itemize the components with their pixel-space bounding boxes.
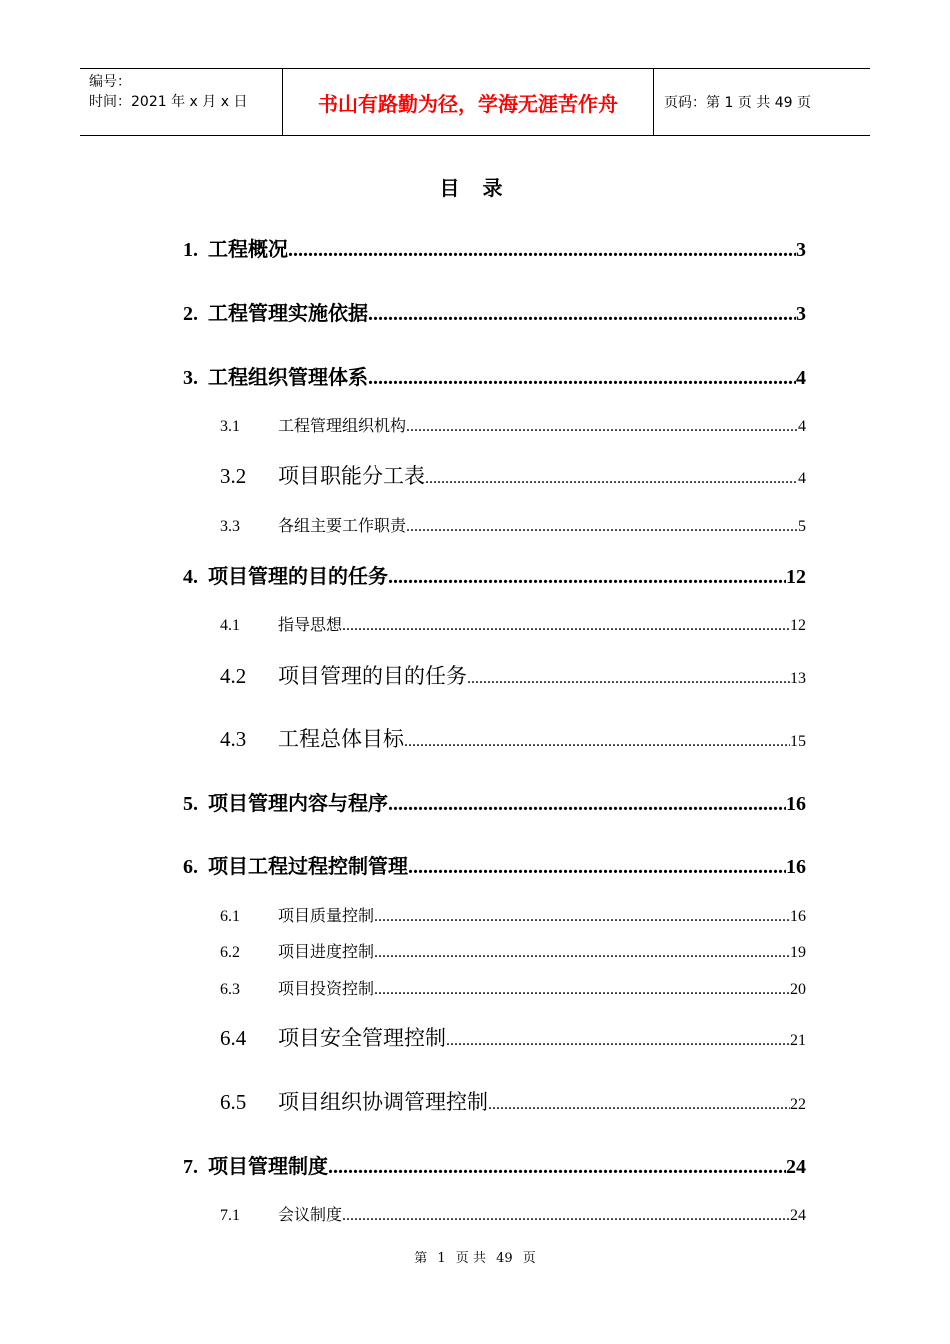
toc-subentry[interactable] bbox=[220, 513, 806, 536]
toc-page: 16 bbox=[790, 908, 806, 925]
toc-label: 工程管理组织机构 bbox=[278, 416, 407, 435]
toc-page: 12 bbox=[786, 566, 806, 588]
footer-page: 1 bbox=[437, 1251, 446, 1266]
toc-leader bbox=[368, 367, 796, 390]
toc-leader bbox=[374, 908, 790, 926]
toc-page: 16 bbox=[786, 856, 806, 878]
toc-page: 4 bbox=[796, 367, 806, 389]
toc-entry[interactable] bbox=[183, 560, 806, 589]
toc-label: 工程概况 bbox=[208, 237, 288, 261]
toc-subentry[interactable] bbox=[220, 723, 806, 753]
toc-number: 7.1 bbox=[220, 1207, 240, 1224]
toc-leader bbox=[388, 793, 786, 816]
toc-number: 1. bbox=[183, 239, 198, 261]
toc-page: 4 bbox=[798, 418, 806, 435]
toc-page: 19 bbox=[790, 944, 806, 961]
toc-leader bbox=[368, 303, 796, 326]
toc-leader bbox=[446, 1032, 790, 1050]
toc-page: 4 bbox=[798, 470, 806, 487]
header-time: 时间：2021 年 x 月 x 日 bbox=[89, 94, 248, 110]
toc-number: 4. bbox=[183, 566, 198, 588]
toc-label: 项目管理的目的任务 bbox=[278, 664, 467, 688]
toc-number: 6.2 bbox=[220, 944, 240, 961]
toc-label: 项目管理制度 bbox=[208, 1154, 328, 1178]
toc-label: 工程管理实施依据 bbox=[208, 301, 368, 325]
toc-number: 3.2 bbox=[220, 464, 247, 488]
toc-leader bbox=[374, 981, 790, 999]
toc-leader bbox=[408, 856, 786, 879]
toc-number: 6.5 bbox=[220, 1090, 247, 1114]
toc-leader bbox=[342, 1207, 790, 1225]
toc-entry[interactable] bbox=[183, 361, 806, 390]
toc-page: 22 bbox=[790, 1096, 806, 1113]
toc-leader bbox=[328, 1156, 786, 1179]
toc-label: 工程总体目标 bbox=[278, 727, 404, 751]
toc-page: 13 bbox=[790, 670, 806, 687]
toc-label: 项目安全管理控制 bbox=[278, 1026, 446, 1050]
toc-label: 项目质量控制 bbox=[278, 906, 375, 925]
toc-number: 7. bbox=[183, 1156, 198, 1178]
toc-label: 项目管理内容与程序 bbox=[208, 791, 388, 815]
header-page-info: 页码：第 1 页 共 49 页 bbox=[664, 95, 811, 111]
header-slogan-cell bbox=[282, 69, 654, 135]
toc-leader bbox=[404, 733, 790, 751]
toc-number: 6.4 bbox=[220, 1026, 247, 1050]
toc-number: 6. bbox=[183, 856, 198, 878]
toc-leader bbox=[488, 1096, 790, 1114]
toc-number: 3. bbox=[183, 367, 198, 389]
toc-label: 会议制度 bbox=[278, 1205, 343, 1224]
header-meta bbox=[80, 69, 282, 135]
toc-page: 15 bbox=[790, 733, 806, 750]
toc-label: 工程组织管理体系 bbox=[208, 365, 368, 389]
toc-subentry[interactable] bbox=[220, 1202, 806, 1225]
toc-number: 2. bbox=[183, 303, 198, 325]
header-number: 编号： bbox=[89, 74, 131, 90]
toc-label: 项目进度控制 bbox=[278, 942, 375, 961]
toc-label: 项目投资控制 bbox=[278, 979, 375, 998]
toc-page: 21 bbox=[790, 1032, 806, 1049]
toc-title: 目 录 bbox=[439, 176, 511, 200]
toc-label: 指导思想 bbox=[278, 615, 343, 634]
toc-number: 4.2 bbox=[220, 664, 247, 688]
toc-entry[interactable] bbox=[183, 787, 806, 816]
toc-page: 24 bbox=[786, 1156, 806, 1178]
toc-entry[interactable] bbox=[183, 297, 806, 326]
toc-leader bbox=[467, 670, 790, 688]
toc-page: 24 bbox=[790, 1207, 806, 1224]
toc-number: 3.1 bbox=[220, 418, 240, 435]
toc-entry[interactable] bbox=[183, 1150, 806, 1179]
toc-page: 12 bbox=[790, 617, 806, 634]
toc-label: 项目工程过程控制管理 bbox=[208, 854, 408, 878]
toc-leader bbox=[374, 944, 790, 962]
toc-number: 6.1 bbox=[220, 908, 240, 925]
toc-label: 项目管理的目的任务 bbox=[208, 564, 388, 588]
page-header bbox=[80, 68, 870, 136]
toc-subentry[interactable] bbox=[220, 660, 806, 690]
toc-subentry[interactable] bbox=[220, 413, 806, 436]
toc-subentry[interactable] bbox=[220, 903, 806, 926]
page-footer bbox=[0, 1247, 950, 1266]
toc-leader bbox=[425, 470, 798, 488]
toc-leader bbox=[406, 418, 798, 436]
toc-label: 项目职能分工表 bbox=[278, 464, 425, 488]
toc-subentry[interactable] bbox=[220, 939, 806, 962]
toc-number: 4.3 bbox=[220, 727, 247, 751]
toc-subentry[interactable] bbox=[220, 1022, 806, 1052]
toc-subentry[interactable] bbox=[220, 1086, 806, 1116]
toc-page: 5 bbox=[798, 518, 806, 535]
footer-suffix: 页 bbox=[522, 1251, 536, 1266]
toc-subentry[interactable] bbox=[220, 976, 806, 999]
toc-entry[interactable] bbox=[183, 233, 806, 262]
toc-label: 各组主要工作职责 bbox=[278, 516, 407, 535]
toc-leader bbox=[406, 518, 798, 536]
toc-leader bbox=[288, 239, 796, 262]
toc-number: 5. bbox=[183, 793, 198, 815]
toc-page: 16 bbox=[786, 793, 806, 815]
footer-prefix: 第 bbox=[414, 1251, 428, 1266]
toc-number: 4.1 bbox=[220, 617, 240, 634]
toc-page: 3 bbox=[796, 303, 806, 325]
toc-leader bbox=[388, 566, 786, 589]
toc-page: 20 bbox=[790, 981, 806, 998]
header-slogan: 书山有路勤为径，学海无涯苦作舟 bbox=[318, 91, 618, 116]
toc-number: 3.3 bbox=[220, 518, 240, 535]
toc-number: 6.3 bbox=[220, 981, 240, 998]
toc-entry[interactable] bbox=[183, 850, 806, 879]
footer-mid: 页 共 bbox=[455, 1251, 486, 1266]
toc-subentry[interactable] bbox=[220, 460, 806, 490]
toc-subentry[interactable] bbox=[220, 612, 806, 635]
footer-total: 49 bbox=[496, 1251, 513, 1266]
toc-label: 项目组织协调管理控制 bbox=[278, 1090, 488, 1114]
toc-page: 3 bbox=[796, 239, 806, 261]
toc-leader bbox=[342, 617, 790, 635]
